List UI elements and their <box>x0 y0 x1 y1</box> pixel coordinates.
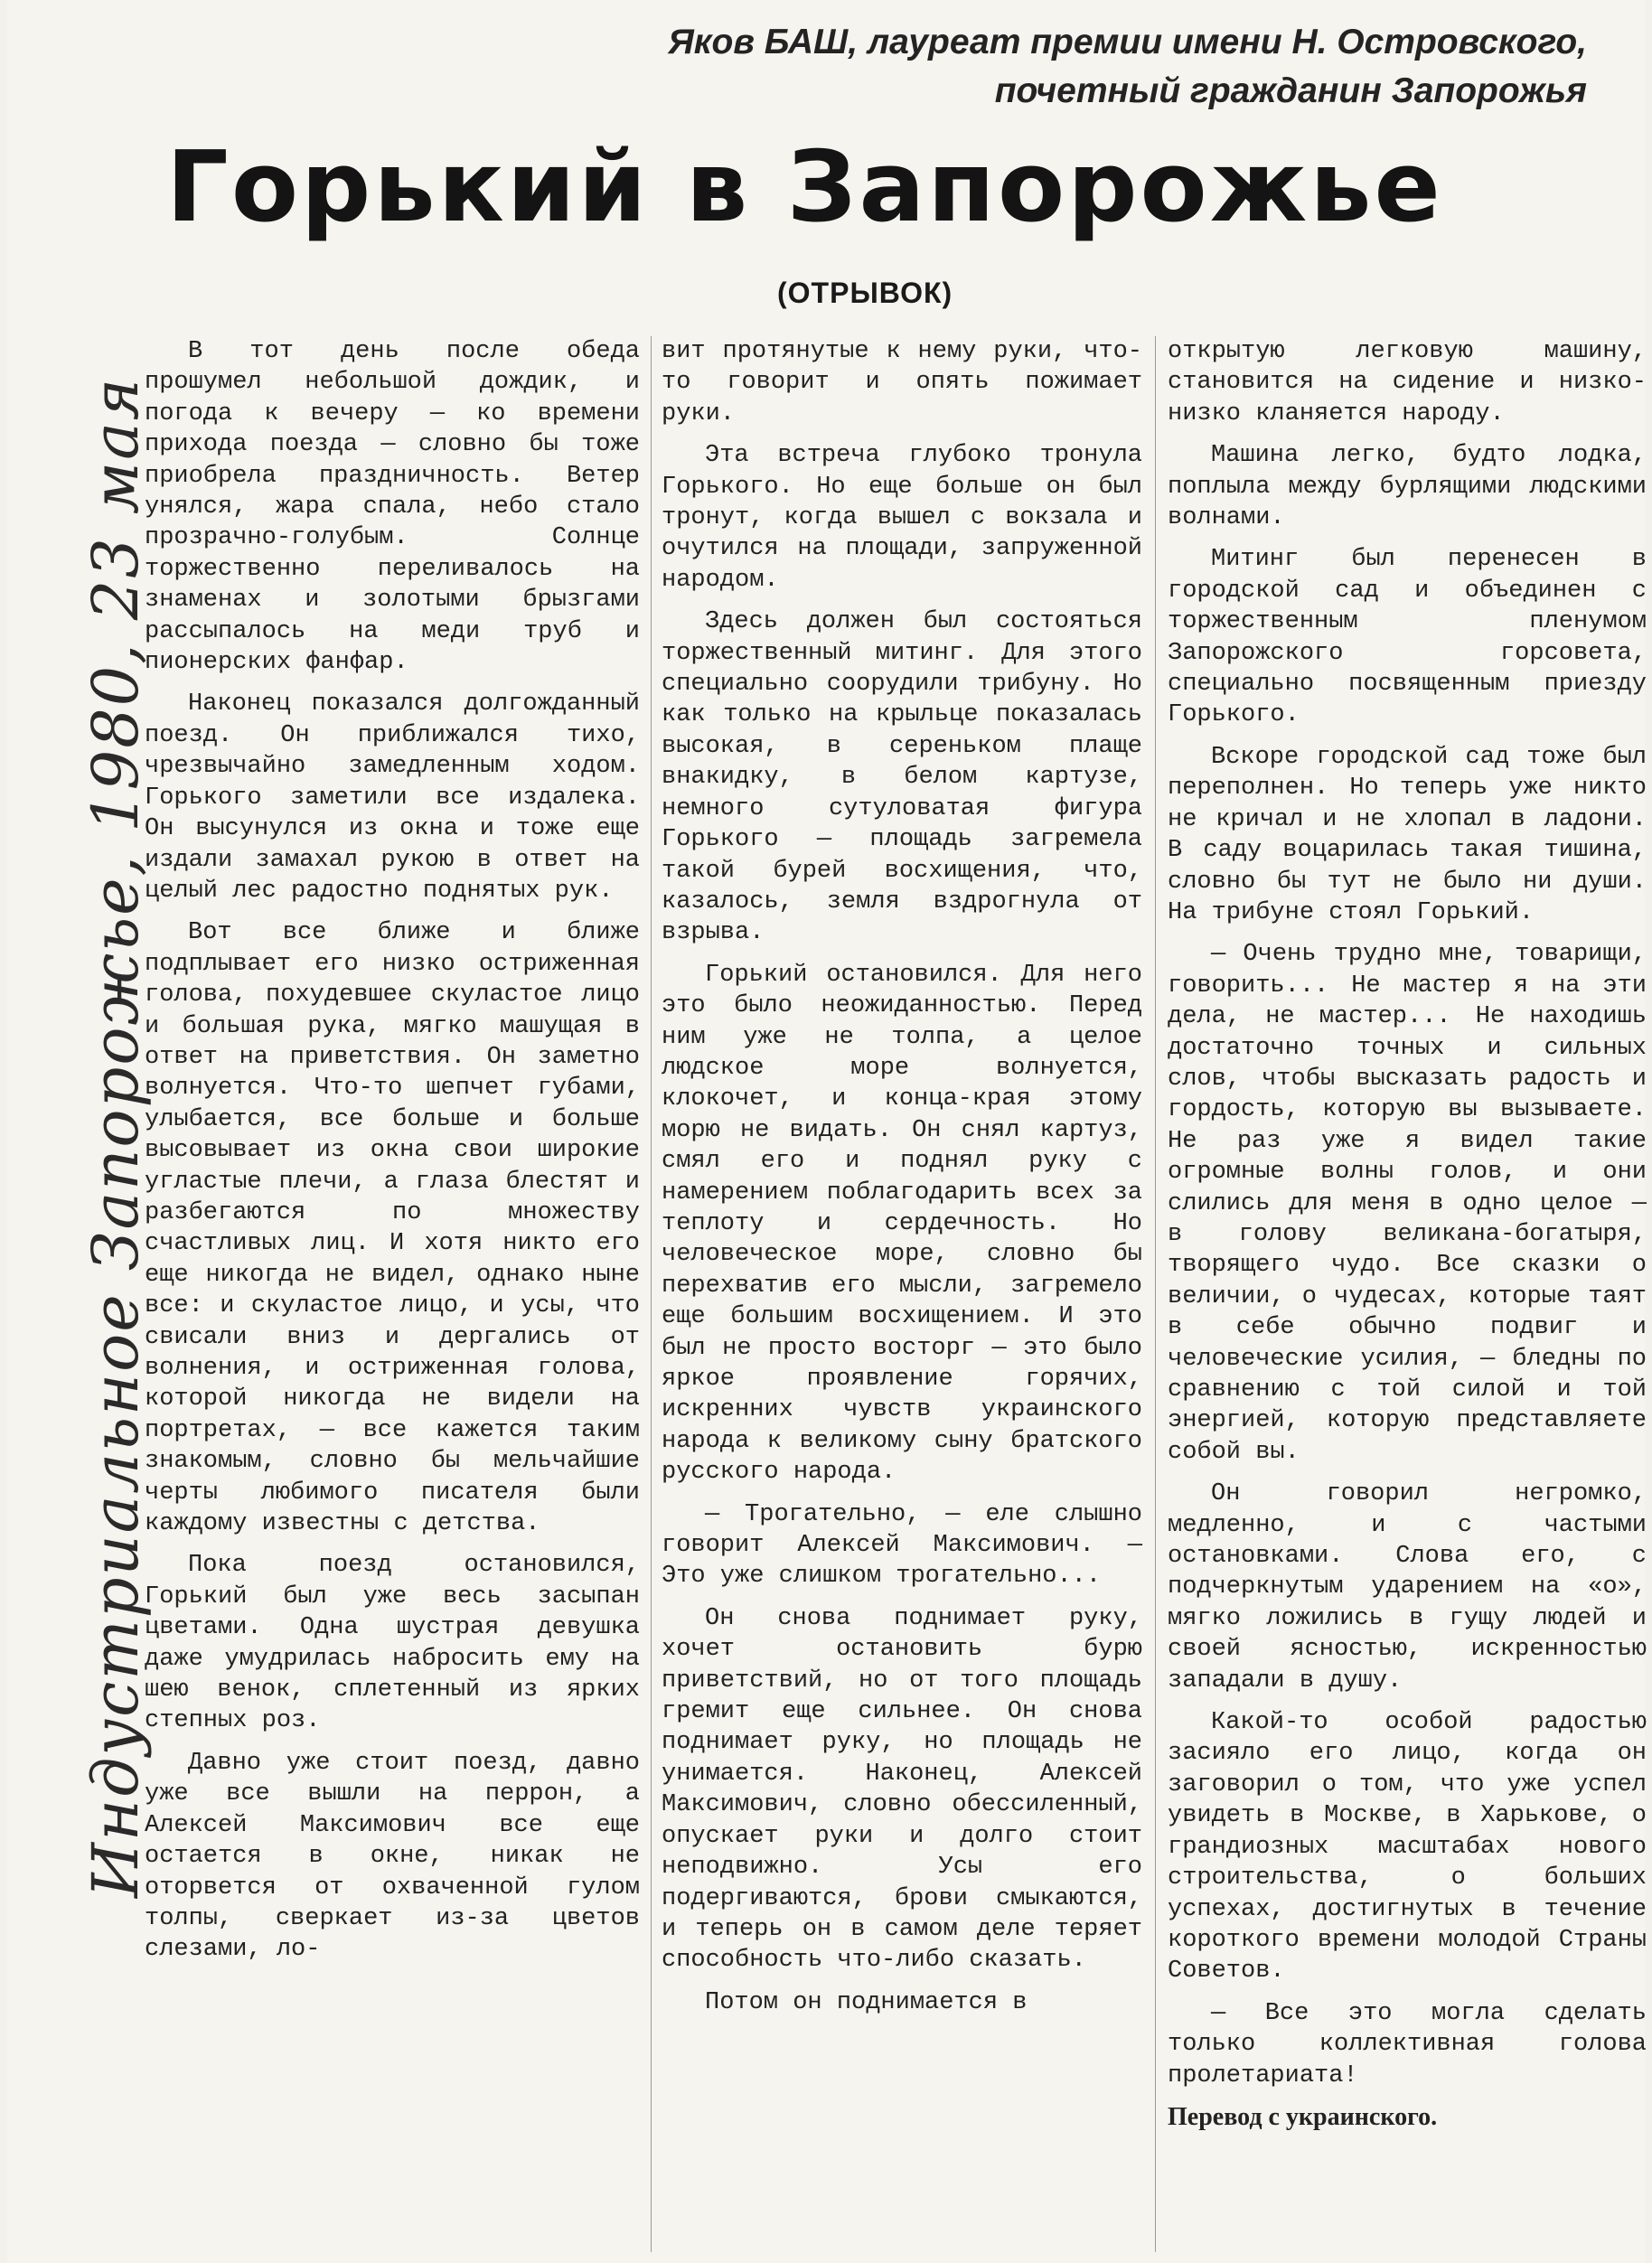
paragraph: Наконец показался долгожданный поезд. Он приближался тихо, чрезвычайно замедленным ходом. Горького заметили все издалека. Он высунулся из окна и тоже еще издали замахал рукою в ответ на целый лес радостно поднятых рук. <box>145 690 640 905</box>
paragraph: — Трогательно, — еле слышно говорит Алексей Максимович. — Это уже слишком трогательно... <box>662 1500 1142 1591</box>
paragraph: Машина легко, будто лодка, поплыла между бурлящими людскими волнами. <box>1168 442 1647 532</box>
column-divider <box>651 336 652 2252</box>
author-line-2: почетный гражданин Запорожья <box>994 71 1587 110</box>
article-column-3 <box>1168 336 1647 2144</box>
author-line-1: Яков БАШ, лауреат премии имени Н. Островского, <box>668 23 1587 61</box>
handwritten-source-note: Индустриальное Запорожье, 1980, 23 мая <box>79 376 153 1898</box>
translation-note: Перевод с украинского. <box>1168 2102 1438 2131</box>
newspaper-clipping <box>7 0 1645 2263</box>
paragraph: Митинг был перенесен в городской сад и объединен с торжественным пленумом Запорожского горсовета, специально посвященным приезду Горького. <box>1168 546 1647 729</box>
article-column-2 <box>662 336 1142 2029</box>
paragraph: Он снова поднимает руку, хочет остановить бурю приветствий, но от того площадь гремит еще сильнее. Он снова поднимает руку, но площадь не унимается. Наконец, Алексей Максимович, словно обессиленный, опускает руки и долго стоит неподвижно. Усы его подергиваются, брови смыкаются, и теперь он в самом деле теряет способность что-либо сказать. <box>662 1604 1142 1975</box>
paragraph: Эта встреча глубоко тронула Горького. Но еще больше он был тронут, когда вышел с вокзала и очутился на площади, запруженной народом. <box>662 442 1142 594</box>
paragraph: Он говорил негромко, медленно, и с частыми остановками. Слова его, с подчеркнутым ударением на «о», мягко ложились в гущу людей и своей ясностью, искренностью западали в душу. <box>1168 1480 1647 1695</box>
paragraph: Пока поезд остановился, Горький был уже весь засыпан цветами. Одна шустрая девушка даже умудрилась набросить ему на шею венок, сплетенный из ярких степных роз. <box>145 1552 640 1735</box>
article-title: Горький в Запорожье <box>166 131 1443 244</box>
paragraph: Вот все ближе и ближе подплывает его низко остриженная голова, похудевшее скуластое лицо и большая рука, мягко машущая в ответ на приветствия. Он заметно волнуется. Что-то шепчет губами, улыбается, все больше и больше высовывает из окна свои широкие угластые плечи, а глаза блестят и разбегаются по множеству счастливых лиц. И хотя никто его еще никогда не видел, однако ныне все: и скуластое лицо, и усы, что свисали вниз и дергались от волнения, и остриженная голова, которой никогда не видели на портретах, — все кажется таким знакомым, словно бы мельчайшие черты любимого писателя были каждому известны с детства. <box>145 919 640 1538</box>
paragraph: вит протянутые к нему руки, что-то говорит и опять пожимает руки. <box>662 338 1142 427</box>
paragraph: Какой-то особой радостью засияло его лицо, когда он заговорил о том, что уже успел увидеть в Москве, в Харькове, о грандиозных масштабах нового строительства, о больших успехах, достигнутых в течение короткого времени молодой Страны Советов. <box>1168 1709 1647 1986</box>
paragraph: Горький остановился. Для него это было неожиданностью. Перед ним уже не толпа, а целое людское море волнуется, клокочет, и конца-края этому морю не видать. Он снял картуз, смял его и поднял руку с намерением поблагодарить всех за теплоту и сердечность. Но человеческое море, словно бы перехватив его мысли, загремело еще большим восхищением. И это был не просто восторг — это было яркое проявление горячих, искренних чувств украинского народа к великому сыну братского русского народа. <box>662 961 1142 1487</box>
paragraph: В тот день после обеда прошумел небольшой дождик, и погода к вечеру — ко времени прихода поезда — словно бы тоже приобрела праздничность. Ветер унялся, жара спала, небо стало прозрачно-голубым. Солнце торжественно переливалось на знаменах и золотыми брызгами рассыпалось на меди труб и пионерских фанфар. <box>145 338 640 677</box>
article-subtitle: (ОТРЫВОК) <box>777 277 953 309</box>
paragraph: — Очень трудно мне, товарищи, говорить... Не мастер я на эти дела, не мастер... Не находишь достаточно точных и сильных слов, чтобы высказать радость и гордость, которую вы вызываете. Не раз уже я видел такие огромные волны голов, и они слились для меня в одно целое — в голову великана-богатыря, творящего чудо. Все сказки о величии, о чудесах, которые таят в себе обычно подвиг и человеческие усилия, — бледны по сравнению с той силой и той энергией, которую представляете собой вы. <box>1168 941 1647 1466</box>
paragraph: — Все это могла сделать только коллективная голова пролетариата! <box>1168 1999 1647 2089</box>
author-byline <box>412 18 1587 116</box>
paragraph: Вскоре городской сад тоже был переполнен. Но теперь уже никто не кричал и не хлопал в ладони. В саду воцарилась такая тишина, словно бы тут не было ни души. На трибуне стоял Горький. <box>1168 743 1647 926</box>
article-column-1 <box>145 336 640 1977</box>
column-divider <box>1155 336 1156 2252</box>
paragraph: Давно уже стоит поезд, давно уже все вышли на перрон, а Алексей Максимович все еще остается в окне, никак не оторвется от охваченной гулом толпы, сверкает из-за цветов слезами, ло- <box>145 1749 640 1964</box>
paragraph: Здесь должен был состояться торжественный митинг. Для этого специально соорудили трибуну. Но как только на крыльце показалась высокая, в сереньком плаще внакидку, в белом картузе, немного сутуловатая фигура Горького — площадь загремела такой бурей восхищения, что, казалось, земля вздрогнула от взрыва. <box>662 608 1142 947</box>
paragraph: открытую легковую машину, становится на сидение и низко-низко кланяется народу. <box>1168 338 1647 427</box>
paragraph: Потом он поднимается в <box>705 1988 1028 2016</box>
